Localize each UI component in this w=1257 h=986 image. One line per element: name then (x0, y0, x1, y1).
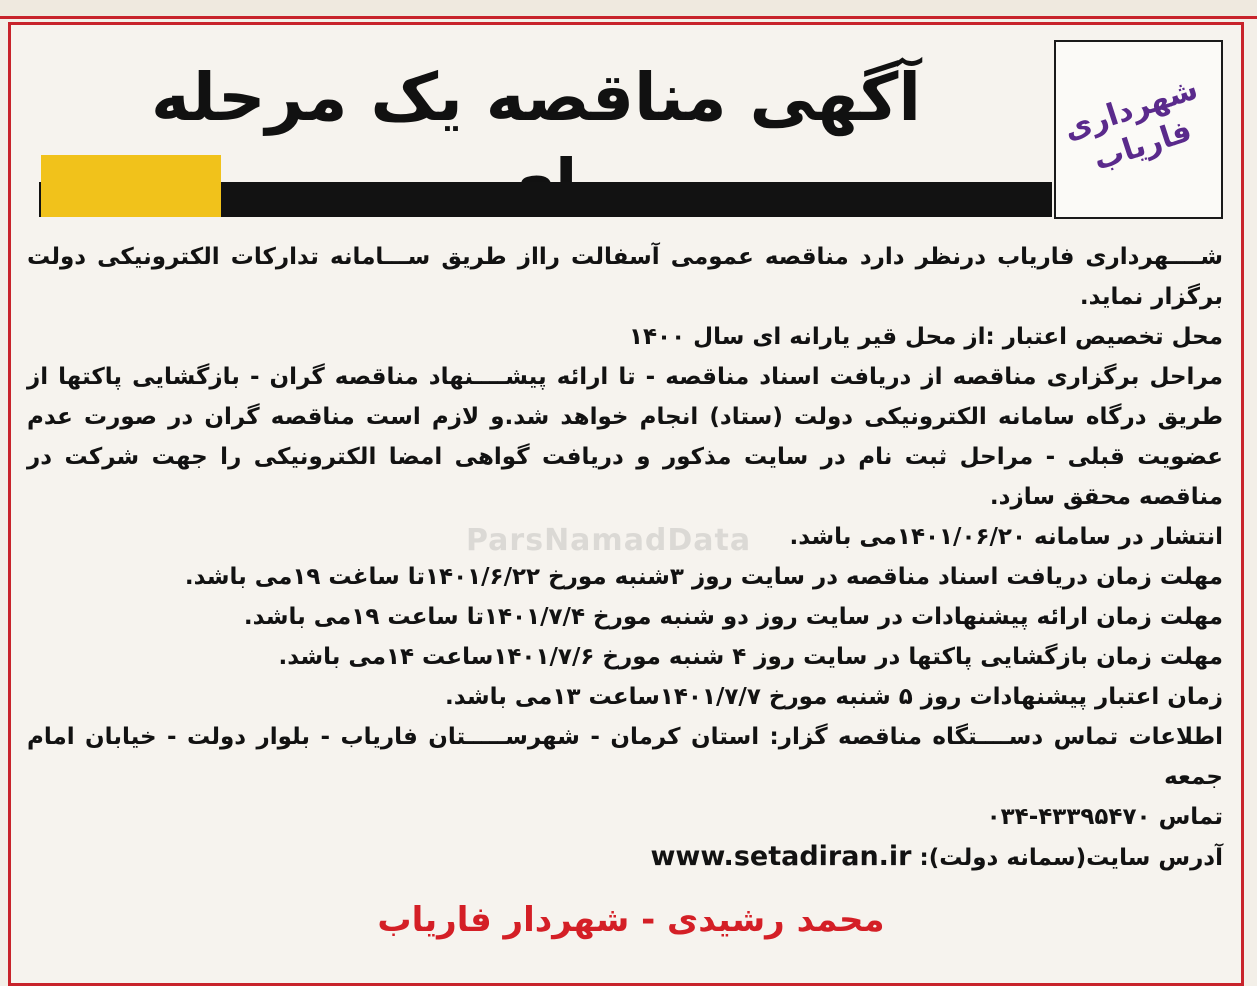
website-link[interactable]: www.setadiran.ir (650, 841, 912, 872)
notice-frame (8, 22, 1244, 986)
website-line (27, 837, 1223, 878)
logo-text: شهرداری فاریاب (1059, 71, 1203, 178)
phone-line (27, 797, 1223, 837)
deadline-offers-line: مهلت زمان ارائه پیشنهادات در سایت روز دو شنبه مورخ ۱۴۰۱/۷/۴تا ساعت ۱۹می باشد. (243, 604, 1223, 630)
notice-headline: آگهی مناقصه یک مرحله (151, 59, 921, 136)
funding-line: محل تخصیص اعتبار :از محل قیر یارانه ای سال ۱۴۰۰ (628, 324, 1223, 350)
watermark: ParsNamadData (466, 523, 752, 558)
deadline-opening-line: مهلت زمان بازگشایی پاکتها در سایت روز ۴ شنبه مورخ ۱۴۰۱/۷/۶ساعت ۱۴می باشد. (278, 644, 1223, 670)
notice-body (27, 237, 1223, 878)
contact-line: اطلاعات تماس دســــتگاه مناقصه گزار: استان کرمان - شهرســـــتان فاریاب - بلوار دولت - خیابان امام جمعه (27, 724, 1223, 790)
stages-paragraph: مراحل برگزاری مناقصه از دریافت اسناد مناقصه - تا ارائه پیشــــنهاد مناقصه گران - بازگشایی پاکتها از طریق درگاه سامانه الکترونیکی دولت (ستاد) انجام خواهد شد.و لازم است مناقصه گران در صورت عدم عضویت قبلی - مراحل ثبت نام در سایت مذکور و دریافت گواهی امضا الکترونیکی را جهت شرکت در مناقصه محقق سازد. (27, 364, 1223, 510)
publish-line: انتشار در سامانه ۱۴۰۱/۰۶/۲۰می باشد. (789, 524, 1223, 550)
website-label: آدرس سایت(سمانه دولت): (919, 845, 1223, 871)
accent-block (41, 155, 221, 217)
intro-paragraph: شــــهرداری فاریاب درنظر دارد مناقصه عمومی آسفالت رااز طریق ســـامانه تدارکات الکترونیکی دولت برگزار نماید. (27, 244, 1223, 310)
deadline-docs-line: مهلت زمان دریافت اسناد مناقصه در سایت روز ۳شنبه مورخ ۱۴۰۱/۶/۲۲تا ساغت ۱۹می باشد. (184, 564, 1223, 590)
mayor-signature: محمد رشیدی - شهردار فاریاب (377, 900, 885, 940)
phone-number: ۰۳۴-۴۳۳۹۵۴۷۰ (986, 804, 1151, 830)
phone-label: تماس (1158, 804, 1223, 830)
municipality-logo (1054, 40, 1223, 219)
validity-line: زمان اعتبار پیشنهادات روز ۵ شنبه مورخ ۱۴۰۱/۷/۷ساعت ۱۳می باشد. (444, 684, 1223, 710)
top-border-strip (0, 0, 1257, 19)
